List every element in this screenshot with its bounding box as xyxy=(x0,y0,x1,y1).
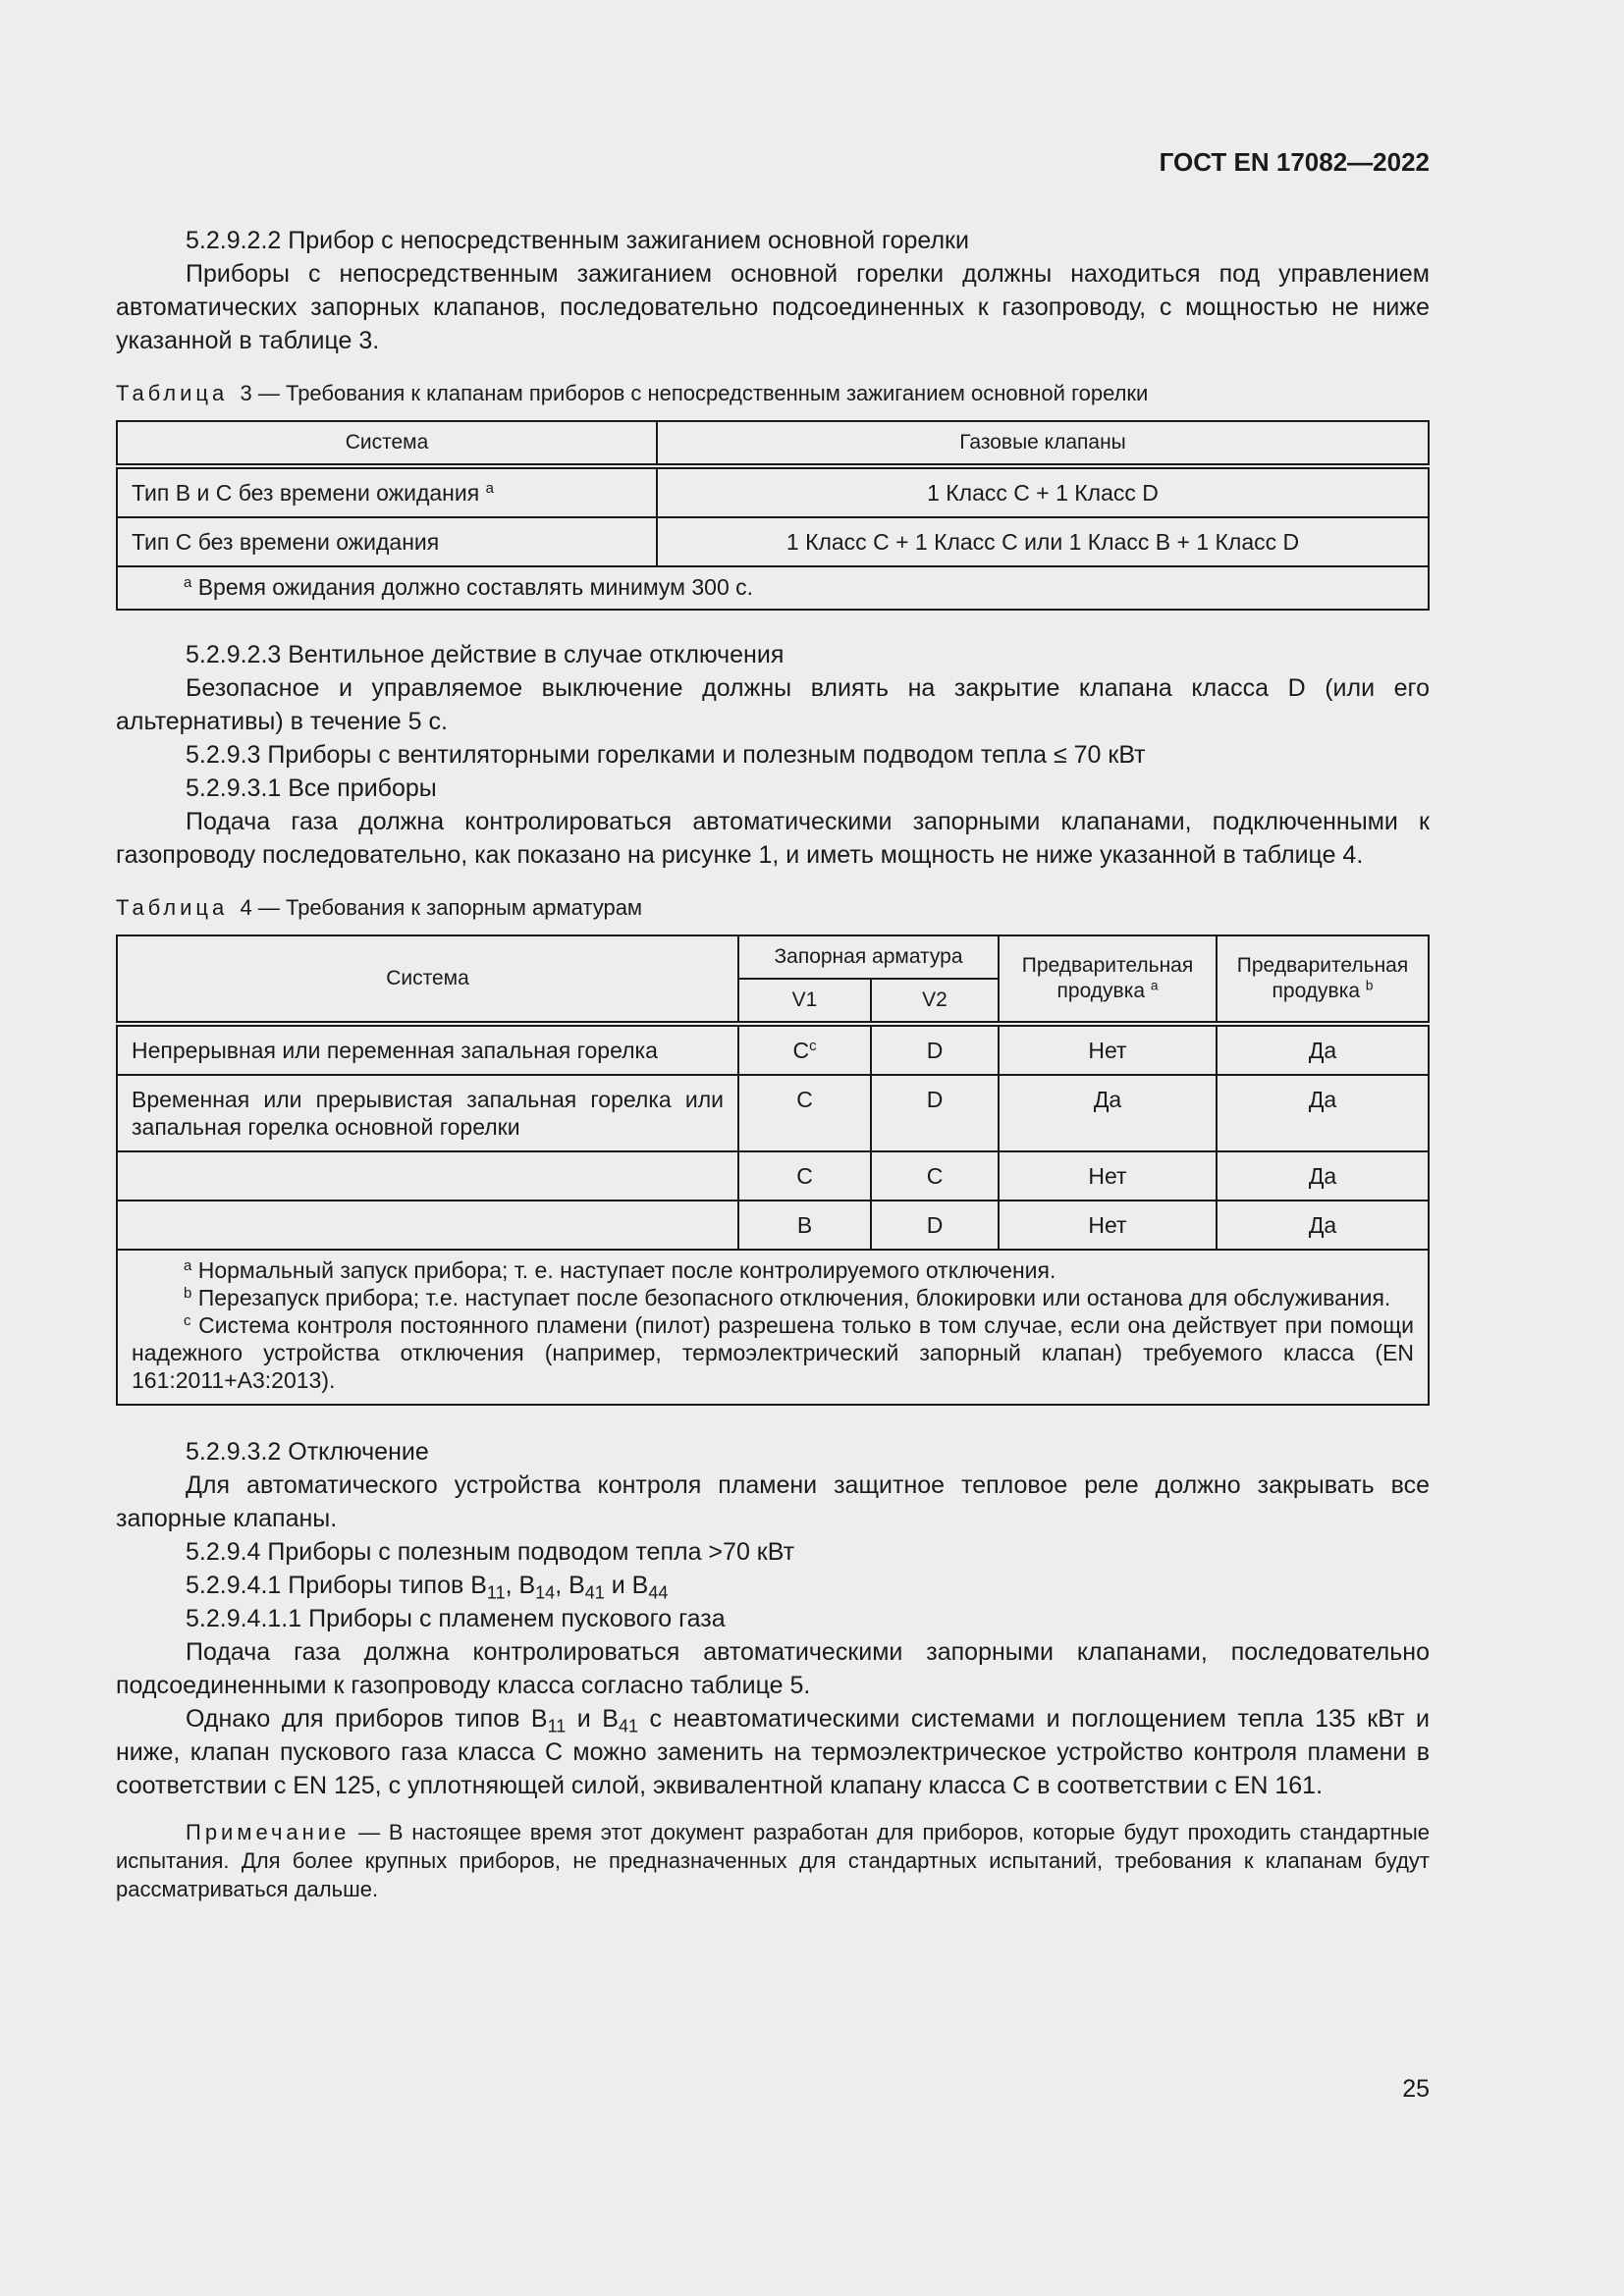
footnote-mark: c xyxy=(809,1037,817,1054)
heading-text: и В xyxy=(604,1572,649,1599)
section-heading-5294: 5.2.9.4 Приборы с полезным подводом тепла >70 кВт xyxy=(186,1538,795,1566)
table4-label: Таблица xyxy=(116,895,229,920)
subscript: 11 xyxy=(486,1582,506,1603)
table-row xyxy=(117,517,1429,566)
section-text-529411-2 xyxy=(116,1702,1430,1802)
table4-cell-purge-b: Да xyxy=(1217,1024,1429,1075)
footnote-mark: c xyxy=(184,1311,191,1329)
page-number: 25 xyxy=(1402,2075,1430,2103)
footnote xyxy=(132,1256,1414,1284)
table4-header-purge-a xyxy=(999,935,1217,1024)
section-text-52931: Подача газа должна контролироваться автоматическими запорными клапанами, подключенными к газопроводу последовательно, как показано на рисунке 1, и иметь мощность не ниже указанной в таблице 4. xyxy=(116,808,1430,869)
table4-footnotes-row xyxy=(117,1250,1429,1405)
footnote xyxy=(132,1311,1414,1394)
footnote-text: Перезапуск прибора; т.е. наступает после безопасного отключения, блокировки или останова для обслуживания. xyxy=(197,1285,1391,1310)
section-heading-5293: 5.2.9.3 Приборы с вентиляторными горелками и полезным подводом тепла ≤ 70 кВт xyxy=(186,741,1146,769)
table3-number: 3 xyxy=(240,381,252,405)
footnote-mark: b xyxy=(1365,978,1374,993)
table4-cell-purge-a: Да xyxy=(999,1075,1217,1151)
table3-cell-system xyxy=(117,466,657,517)
table3-label: Таблица xyxy=(116,381,229,405)
heading-text: 5.2.9.4.1 Приборы типов В xyxy=(186,1572,487,1599)
page-content xyxy=(116,224,1430,1903)
table4-header-v1: V1 xyxy=(738,979,871,1024)
table4-cell-v1: C xyxy=(738,1075,871,1151)
note xyxy=(116,1818,1430,1903)
table4-cell-v1: B xyxy=(738,1201,871,1250)
table3-footnote-row xyxy=(117,566,1429,610)
subscript: 11 xyxy=(547,1716,567,1736)
table4-title: — Требования к запорным арматурам xyxy=(257,895,643,920)
footnote-text: Нормальный запуск прибора; т. е. наступает после контролируемого отключения. xyxy=(197,1257,1056,1283)
table4-cell-purge-a: Нет xyxy=(999,1201,1217,1250)
header-text: Предварительная продувка xyxy=(1021,954,1194,1002)
table4-cell-purge-a: Нет xyxy=(999,1024,1217,1075)
paragraph-text: и В xyxy=(566,1705,619,1733)
subscript: 41 xyxy=(618,1716,638,1736)
table4-cell-purge-a: Нет xyxy=(999,1151,1217,1201)
table4-number: 4 xyxy=(240,895,252,920)
document-code: ГОСТ EN 17082—2022 xyxy=(1159,147,1430,177)
paragraph-text: с неавтоматическими системами и поглощением тепла 135 кВт и ниже, клапан пускового газа класса С можно заменить на термоэлектрическое устройство контроля пламени в соответствии с EN 125, с уплотняющей силой, эквивалентной клапану класса С в соответствии с EN 161. xyxy=(116,1705,1430,1799)
table3-title: — Требования к клапанам приборов с непосредственным зажиганием основной горелки xyxy=(257,381,1149,405)
table4-cell-purge-b: Да xyxy=(1217,1151,1429,1201)
footnote-mark: a xyxy=(184,1256,192,1274)
table4-header-v2: V2 xyxy=(871,979,999,1024)
table3-footnote xyxy=(117,566,1429,610)
table4 xyxy=(116,934,1430,1406)
table4-cell-v2: D xyxy=(871,1075,999,1151)
header-text: Предварительная продувка xyxy=(1236,954,1409,1002)
table4-caption xyxy=(116,893,1430,923)
cell-text: C xyxy=(792,1038,810,1063)
subscript: 41 xyxy=(584,1582,605,1603)
section-text-529411-1: Подача газа должна контролироваться автоматическими запорными клапанами, последовательно подсоединенными к газопроводу класса согласно таблице 5. xyxy=(116,1638,1430,1699)
table3-cell-system: Тип С без времени ожидания xyxy=(117,517,657,566)
heading-text: , В xyxy=(505,1572,536,1599)
table3-header-valves: Газовые клапаны xyxy=(657,421,1429,466)
table4-cell-v2: C xyxy=(871,1151,999,1201)
table4-footnotes xyxy=(117,1250,1429,1405)
footnote-text: Время ожидания должно составлять минимум 300 с. xyxy=(197,574,754,600)
table3-header-row xyxy=(117,421,1429,466)
footnote-mark: a xyxy=(184,573,192,591)
footnote-mark: a xyxy=(485,479,494,497)
table3-header-system: Система xyxy=(117,421,657,466)
table4-cell-system xyxy=(117,1201,738,1250)
table-row xyxy=(117,1024,1429,1075)
table3 xyxy=(116,420,1430,611)
table3-caption xyxy=(116,379,1430,408)
section-heading-52922: 5.2.9.2.2 Прибор с непосредственным зажиганием основной горелки xyxy=(186,227,969,254)
note-label: Примечание xyxy=(186,1820,351,1844)
table-row xyxy=(117,466,1429,517)
table3-cell-valves: 1 Класс С + 1 Класс D xyxy=(657,466,1429,517)
subscript: 44 xyxy=(648,1582,669,1603)
table3-cell-valves: 1 Класс С + 1 Класс С или 1 Класс В + 1 Класс D xyxy=(657,517,1429,566)
subscript: 14 xyxy=(535,1582,556,1603)
section-heading-529411: 5.2.9.4.1.1 Приборы с пламенем пускового газа xyxy=(186,1605,726,1632)
section-heading-52923: 5.2.9.2.3 Вентильное действие в случае отключения xyxy=(186,641,785,668)
section-heading-52931: 5.2.9.3.1 Все приборы xyxy=(186,774,437,802)
table4-cell-v2: D xyxy=(871,1201,999,1250)
footnote-mark: a xyxy=(1150,978,1159,993)
footnote-mark: b xyxy=(184,1284,192,1302)
footnote-text: Система контроля постоянного пламени (пилот) разрешена только в том случае, если она действует при помощи надежного устройства отключения (например, термоэлектрический запорный клапан) требуемого класса (EN 161:2011+А3:2013). xyxy=(132,1312,1414,1393)
table4-cell-system xyxy=(117,1151,738,1201)
table4-cell-v1 xyxy=(738,1024,871,1075)
section-heading-52932: 5.2.9.3.2 Отключение xyxy=(186,1438,429,1466)
paragraph-text: Однако для приборов типов В xyxy=(186,1705,548,1733)
table4-header-system: Система xyxy=(117,935,738,1024)
table4-cell-v1: C xyxy=(738,1151,871,1201)
section-heading-52941 xyxy=(116,1569,1430,1602)
table4-cell-purge-b: Да xyxy=(1217,1075,1429,1151)
table4-header-valves: Запорная арматура xyxy=(738,935,999,979)
table4-cell-system: Временная или прерывистая запальная горелка или запальная горелка основной горелки xyxy=(117,1075,738,1151)
section-text-52923: Безопасное и управляемое выключение должны влиять на закрытие клапана класса D (или его альтернативы) в течение 5 с. xyxy=(116,674,1430,735)
table4-header-row-1 xyxy=(117,935,1429,979)
section-text-52932: Для автоматического устройства контроля пламени защитное тепловое реле должно закрывать все запорные клапаны. xyxy=(116,1471,1430,1532)
table4-cell-v2: D xyxy=(871,1024,999,1075)
footnote xyxy=(132,573,1414,601)
footnote xyxy=(132,1284,1414,1311)
heading-text: , В xyxy=(555,1572,585,1599)
table-row xyxy=(117,1151,1429,1201)
table-row xyxy=(117,1201,1429,1250)
table4-cell-purge-b: Да xyxy=(1217,1201,1429,1250)
table4-header-purge-b xyxy=(1217,935,1429,1024)
note-text: — В настоящее время этот документ разработан для приборов, которые будут проходить стандартные испытания. Для более крупных приборов, не предназначенных для стандартных испытаний, требования к клапанам будут рассматриваться дальше. xyxy=(116,1820,1430,1901)
table-row xyxy=(117,1075,1429,1151)
cell-text: Тип В и С без времени ожидания xyxy=(132,480,480,506)
section-text-52922: Приборы с непосредственным зажиганием основной горелки должны находиться под управлением автоматических запорных клапанов, последовательно подсоединенных к газопроводу, с мощностью не ниже указанной в таблице 3. xyxy=(116,260,1430,354)
table4-cell-system: Непрерывная или переменная запальная горелка xyxy=(117,1024,738,1075)
